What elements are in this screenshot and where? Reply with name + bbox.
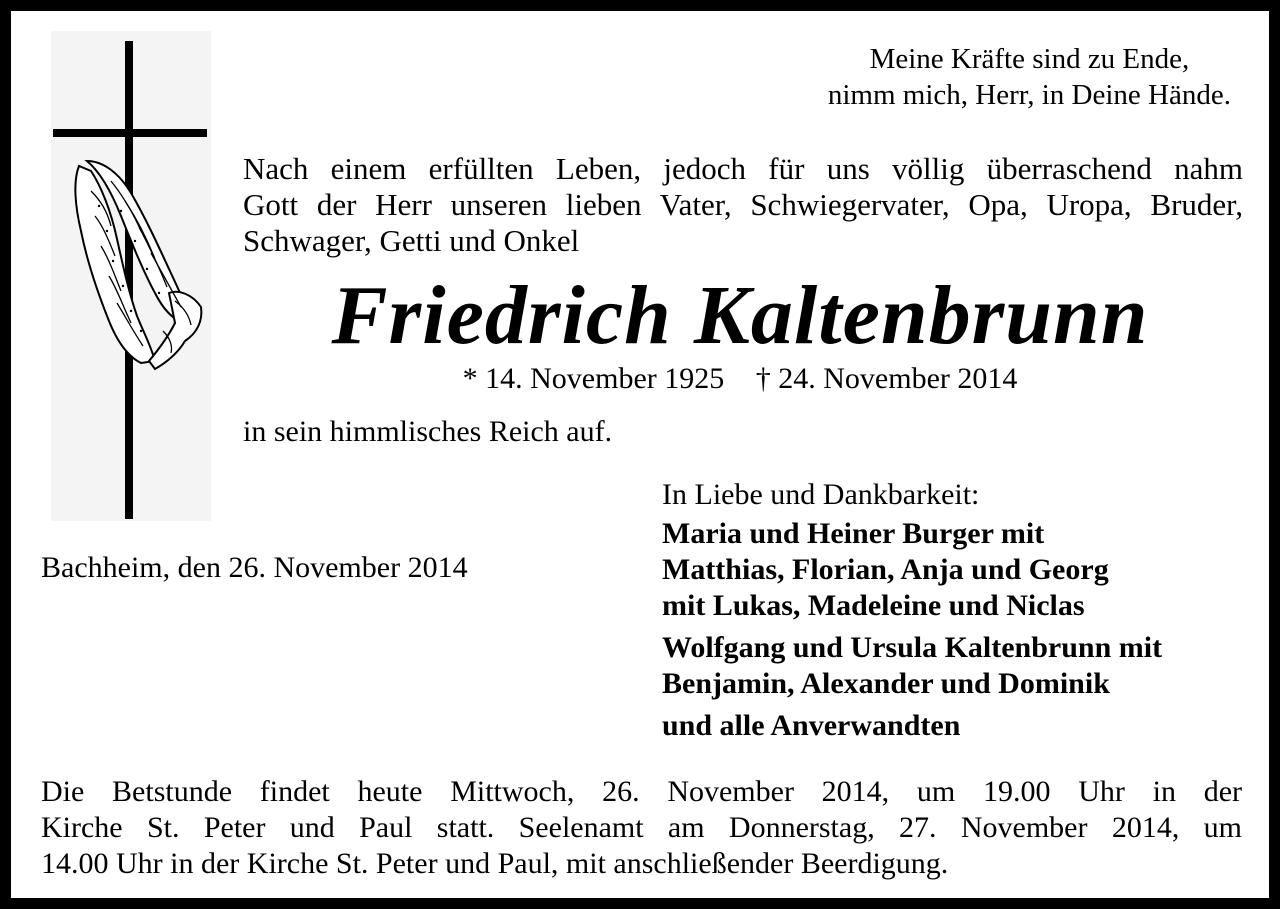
motto-line: nimm mich, Herr, in Deine Hände. bbox=[827, 79, 1231, 111]
service-notice bbox=[41, 774, 1242, 882]
intro-line: Nach einem erfüllten Leben, jedoch für uns völlig überraschend nahm bbox=[243, 151, 1243, 186]
intro-line: Gott der Herr unseren lieben Vater, Schwiegervater, Opa, Uropa, Bruder, bbox=[243, 187, 1243, 222]
deceased-name: Friedrich Kaltenbrunn bbox=[331, 269, 1149, 362]
motto-line: Meine Kräfte sind zu Ende, bbox=[869, 43, 1190, 75]
mourner-group bbox=[662, 708, 1162, 744]
notice-line: 14.00 Uhr in der Kirche St. Peter und Paul, mit anschließender Beerdigung. bbox=[41, 847, 949, 880]
mourner-line: mit Lukas, Madeleine und Niclas bbox=[662, 589, 1085, 622]
motto-verse bbox=[828, 41, 1231, 113]
mourner-line: Benjamin, Alexander und Dominik bbox=[662, 667, 1110, 700]
mourner-line: und alle Anverwandten bbox=[662, 709, 961, 742]
mourner-line: Wolfgang und Ursula Kaltenbrunn mit bbox=[662, 631, 1163, 664]
mourner-group bbox=[662, 516, 1162, 624]
mourner-line: Matthias, Florian, Anja und Georg bbox=[662, 553, 1109, 586]
mourners-list bbox=[662, 516, 1162, 750]
mourner-line: Maria und Heiner Burger mit bbox=[662, 517, 1045, 550]
place-and-date: Bachheim, den 26. November 2014 bbox=[41, 551, 468, 584]
birth-date: * 14. November 1925 bbox=[462, 362, 725, 395]
intro-line: Schwager, Getti und Onkel bbox=[243, 223, 580, 258]
closing-text: in sein himmlisches Reich auf. bbox=[243, 415, 613, 448]
death-date: † 24. November 2014 bbox=[755, 362, 1018, 395]
notice-line: Kirche St. Peter und Paul statt. Seelenamt am Donnerstag, 27. November 2014, um bbox=[41, 811, 1242, 844]
mourners-heading: In Liebe und Dankbarkeit: bbox=[662, 478, 980, 511]
intro-text bbox=[243, 151, 1243, 259]
mourner-group bbox=[662, 630, 1162, 702]
life-dates bbox=[11, 361, 1269, 397]
notice-line: Die Betstunde findet heute Mittwoch, 26. November 2014, um 19.00 Uhr in der bbox=[41, 775, 1242, 808]
